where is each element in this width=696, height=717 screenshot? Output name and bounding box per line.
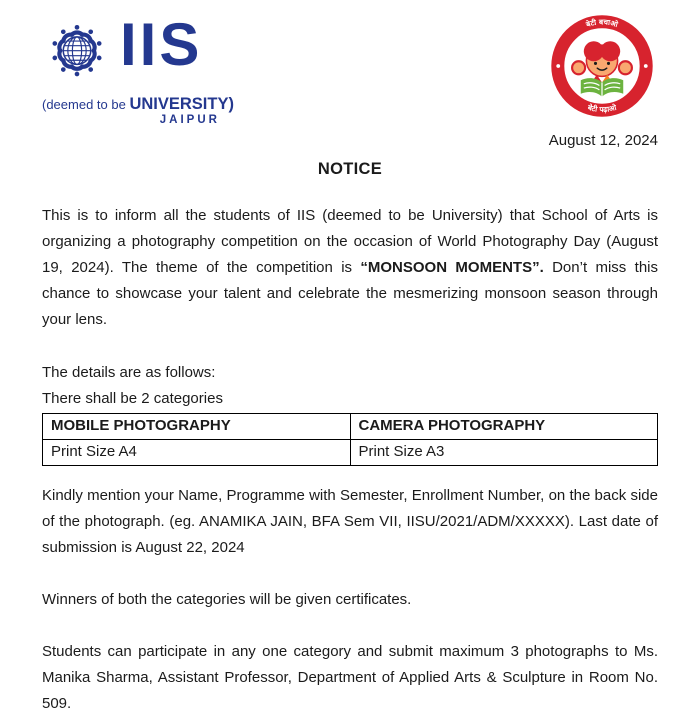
university-suffix: UNIVERSITY) — [129, 95, 234, 113]
details-block — [42, 360, 658, 466]
globe-people-icon — [42, 14, 112, 93]
table-header-camera: CAMERA PHOTOGRAPHY — [350, 414, 658, 440]
bbbp-bottom-text: बेटी पढ़ाओ — [586, 102, 618, 115]
iis-university-logo — [42, 11, 234, 127]
deemed-prefix: (deemed to be — [42, 97, 130, 112]
beti-bachao-beti-padhao-logo — [550, 14, 654, 127]
iis-deemed-line — [42, 95, 234, 114]
details-line-2: There shall be 2 categories — [42, 390, 223, 407]
competition-theme: “MONSOON MOMENTS”. — [360, 259, 544, 276]
table-cell-mobile-size: Print Size A4 — [43, 440, 351, 466]
categories-table — [42, 413, 658, 466]
submission-paragraph: Kindly mention your Name, Programme with Semester, Enrollment Number, on the back side of the photograph. (eg. ANAMIKA JAIN, BFA Sem VII, IISU/2021/ADM/XXXXX). Last date of submission is August 22, 2024 — [42, 487, 658, 556]
table-cell-camera-size: Print Size A3 — [350, 440, 658, 466]
table-header-row — [43, 414, 658, 440]
table-header-mobile: MOBILE PHOTOGRAPHY — [43, 414, 351, 440]
participation-paragraph: Students can participate in any one category and submit maximum 3 photographs to Ms. Manika Sharma, Assistant Professor, Department of Applied Arts & Sculpture in Room No. 509. — [42, 643, 658, 712]
certificates-paragraph: Winners of both the categories will be given certificates. — [42, 591, 412, 608]
bbbp-top-text: बेटी बचाओ — [584, 17, 619, 30]
notice-date: August 12, 2024 — [548, 132, 658, 149]
intro-text-after: Don’t miss this chance to showcase your talent and celebrate the mesmerizing monsoon season through your lens. — [42, 259, 658, 328]
table-row — [43, 440, 658, 466]
document-header — [42, 11, 658, 126]
intro-paragraph — [42, 203, 658, 333]
intro-text-before: This is to inform all the students of IIS (deemed to be University) that School of Arts is organizing a photography competition on the occasion of World Photography Day (August 19, 2024). The theme of the competition is — [42, 207, 658, 276]
details-line-1: The details are as follows: — [42, 364, 216, 381]
iis-acronym: IIS — [120, 11, 203, 78]
iis-city: JAIPUR — [159, 114, 220, 126]
page-title: NOTICE — [317, 160, 383, 178]
